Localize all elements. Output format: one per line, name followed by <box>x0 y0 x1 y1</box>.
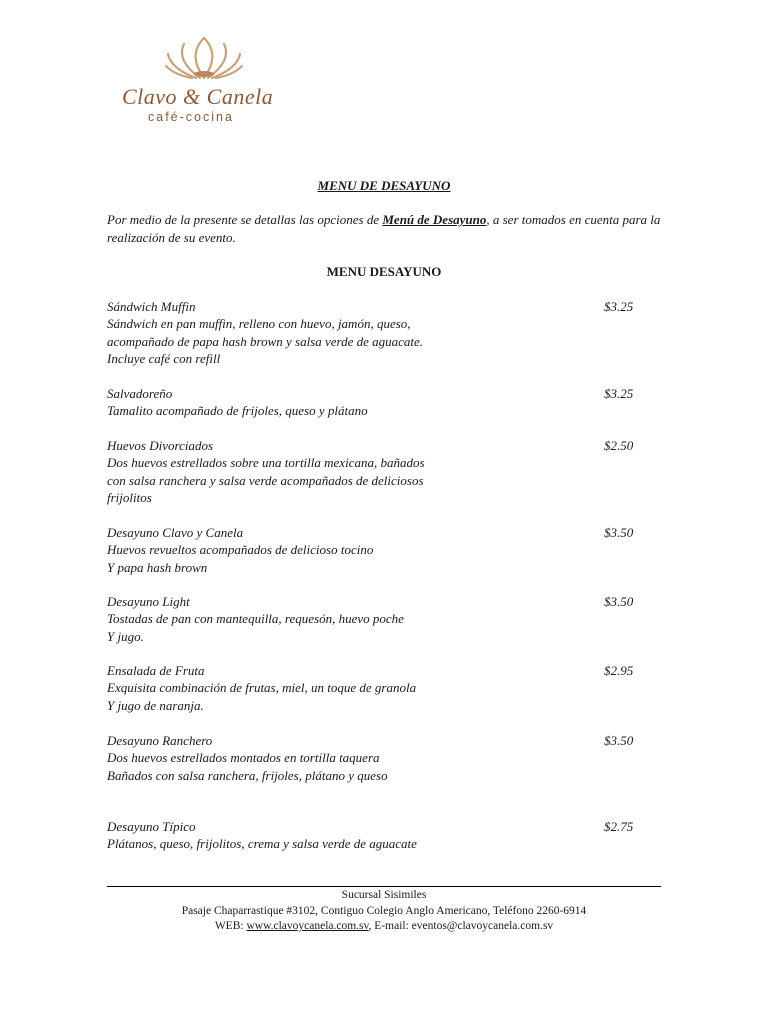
menu-item-name: Sándwich Muffin <box>107 299 196 314</box>
website-link[interactable]: www.clavoycanela.com.sv <box>246 920 369 932</box>
menu-item-description: Plátanos, queso, frijolitos, crema y salsa verde de aguacate <box>107 836 417 852</box>
logo-brand-name: Clavo & Canela <box>122 84 274 109</box>
intro-bold-menu: Menú de Desayuno <box>382 212 487 227</box>
flame-leaf-icon <box>164 34 244 80</box>
menu-item-price: $3.50 <box>604 525 634 540</box>
menu-item-description: Tamalito acompañado de frijoles, queso y plátano <box>107 403 368 419</box>
menu-item-description: Dos huevos estrellados montados en tortilla taquera Bañados con salsa ranchera, frijoles, plátano y queso <box>107 750 388 783</box>
menu-item-name: Desayuno Típico <box>107 819 196 834</box>
menu-item-price: $2.95 <box>604 663 634 678</box>
menu-item-price: $3.25 <box>604 299 634 314</box>
intro-text-after: , a ser tomados en cuenta para la realización de su evento. <box>107 212 661 245</box>
menu-item-name: Salvadoreño <box>107 386 173 401</box>
menu-item-name: Desayuno Light <box>107 594 190 609</box>
menu-item-description: Sándwich en pan muffin, relleno con huevo, jamón, queso, acompañado de papa hash brown y salsa verde de aguacate. Incluye café con refill <box>107 316 424 366</box>
menu-item-description: Huevos revueltos acompañados de delicioso tocino Y papa hash brown <box>107 542 374 575</box>
menu-item-name: Ensalada de Fruta <box>107 663 205 678</box>
menu-item-price: $2.75 <box>604 819 634 834</box>
menu-item <box>107 437 647 506</box>
footer <box>0 888 768 935</box>
footer-email: , E-mail: eventos@clavoycanela.com.sv <box>368 920 554 932</box>
menu-item <box>107 732 647 784</box>
menu-item-price: $3.50 <box>604 594 634 609</box>
menu-item-price: $2.50 <box>604 438 634 453</box>
menu-item <box>107 298 647 367</box>
logo <box>96 30 312 126</box>
footer-address: Pasaje Chaparrastique #3102, Contiguo Colegio Anglo Americano, Teléfono 2260-6914 <box>181 904 587 917</box>
menu-item-price: $3.25 <box>604 386 634 401</box>
logo-tagline: café-cocina <box>148 110 234 124</box>
menu-item-description: Exquisita combinación de frutas, miel, un toque de granola Y jugo de naranja. <box>107 680 417 713</box>
menu-item-description: Dos huevos estrellados sobre una tortilla mexicana, bañados con salsa ranchera y salsa verde acompañados de deliciosos frijolitos <box>107 455 425 505</box>
menu-item <box>107 524 647 576</box>
footer-divider <box>107 886 661 887</box>
menu-item-price: $3.50 <box>604 733 634 748</box>
footer-branch: Sucursal Sisimiles <box>341 889 427 901</box>
menu-item <box>107 385 647 420</box>
section-subtitle: MENU DESAYUNO <box>326 264 442 279</box>
menu-item-name: Desayuno Clavo y Canela <box>107 525 244 540</box>
menu-item-name: Huevos Divorciados <box>107 438 214 453</box>
menu-item <box>107 593 647 645</box>
footer-web-label: WEB: <box>214 920 247 932</box>
document-title: MENU DE DESAYUNO <box>317 178 451 193</box>
footer-contact <box>0 919 768 935</box>
intro-text-before: Por medio de la presente se detallas las opciones de <box>107 212 383 227</box>
menu-item <box>107 662 647 714</box>
intro-paragraph <box>107 211 667 247</box>
menu-item-name: Desayuno Ranchero <box>107 733 213 748</box>
menu-item-description: Tostadas de pan con mantequilla, requesón, huevo poche Y jugo. <box>107 611 404 644</box>
menu-item <box>107 818 647 853</box>
